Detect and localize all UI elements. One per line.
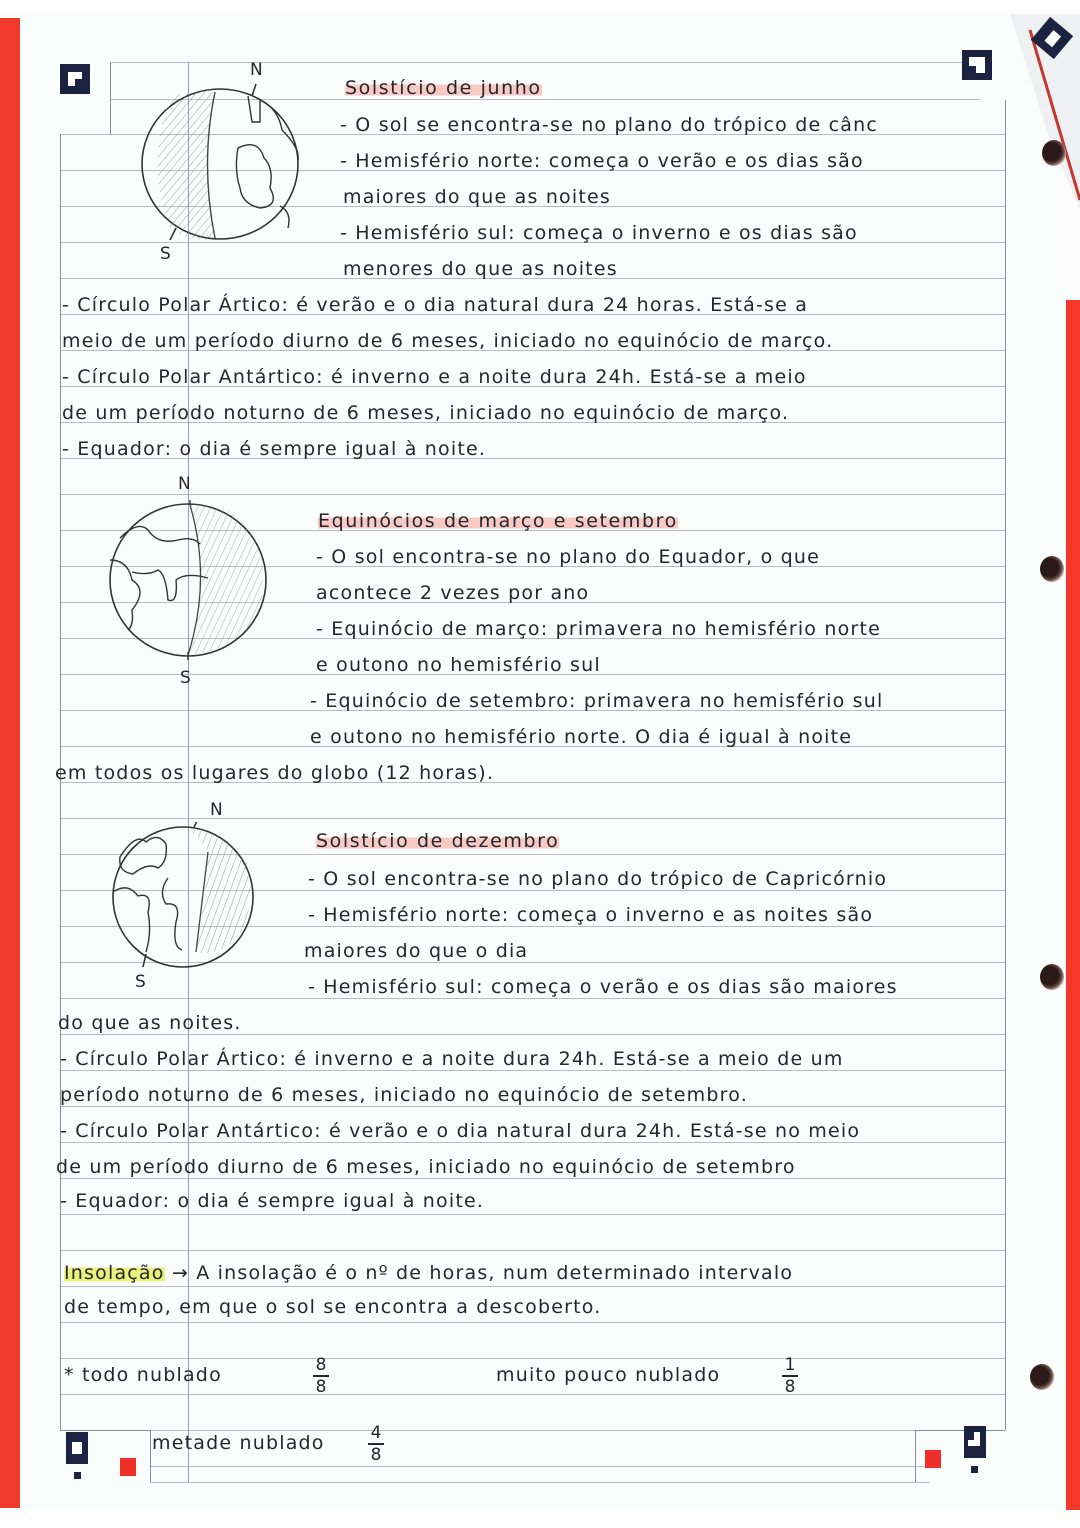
- south-label: S: [160, 244, 171, 264]
- section-title: Equinócios de março e setembro: [318, 510, 678, 532]
- globe-sketch-icon: [108, 500, 278, 660]
- frame-line: [150, 1430, 151, 1482]
- red-square-marker: [925, 1450, 941, 1468]
- text-line: de um período diurno de 6 meses, iniciado no equinócio de setembro: [56, 1156, 796, 1178]
- text-line: menores do que as noites: [343, 258, 618, 280]
- text-line: - Hemisfério sul: começa o verão e os dias são maiores: [308, 976, 898, 998]
- corner-marker-top-left-icon: [60, 64, 90, 94]
- globe-sketch-icon: [130, 78, 310, 248]
- south-label: S: [180, 668, 191, 688]
- text-line: - O sol encontra-se no plano do Equador, o que: [316, 546, 821, 568]
- binder-hole: [1040, 556, 1064, 582]
- north-label: N: [178, 474, 191, 494]
- insolation-term: Insolação: [64, 1262, 165, 1284]
- red-square-marker: [120, 1458, 136, 1476]
- definition-line: de tempo, em que o sol se encontra a descoberto.: [64, 1296, 602, 1318]
- north-label: N: [250, 60, 263, 80]
- frame-line: [110, 62, 111, 134]
- denominator: 8: [370, 1444, 382, 1465]
- binder-hole: [1040, 964, 1064, 990]
- text-line: - Círculo Polar Antártico: é verão e o dia natural dura 24h. Está-se no meio: [60, 1120, 861, 1142]
- south-label: S: [135, 972, 146, 992]
- text-line: maiores do que as noites: [343, 186, 611, 208]
- folded-corner-icon: [1010, 0, 1080, 210]
- definition-text: A insolação é o nº de horas, num determinado intervalo: [196, 1262, 794, 1284]
- cloud-cover-label: * todo nublado: [64, 1364, 222, 1386]
- text-line: - Equador: o dia é sempre igual à noite.: [60, 1190, 485, 1212]
- text-line: maiores do que o dia: [304, 940, 529, 962]
- arrow-icon: →: [171, 1262, 189, 1284]
- text-line: - Círculo Polar Ártico: é verão e o dia natural dura 24 horas. Está-se a: [62, 294, 809, 316]
- marker-dot: [74, 1472, 81, 1479]
- corner-marker-bottom-left-icon: [66, 1432, 88, 1464]
- red-binding-right: [1066, 300, 1080, 1510]
- text-line: - Círculo Polar Ártico: é inverno e a noite dura 24h. Está-se a meio de um: [60, 1048, 844, 1070]
- text-line: - O sol se encontra-se no plano do trópico de cânc: [340, 114, 878, 136]
- numerator: 1: [784, 1355, 796, 1375]
- text-line: acontece 2 vezes por ano: [316, 582, 590, 604]
- text-line: e outono no hemisfério sul: [316, 654, 601, 676]
- text-line: - Hemisfério sul: começa o inverno e os dias são: [340, 222, 858, 244]
- text-line: e outono no hemisfério norte. O dia é igual à noite: [310, 726, 853, 748]
- text-line: do que as noites.: [58, 1012, 242, 1034]
- text-line: de um período noturno de 6 meses, iniciado no equinócio de março.: [62, 402, 790, 424]
- section-title: Solstício de dezembro: [316, 830, 560, 852]
- text-line: - Equinócio de setembro: primavera no hemisfério sul: [310, 690, 884, 712]
- definition-line: [64, 1262, 793, 1284]
- binder-hole: [1030, 1364, 1054, 1390]
- numerator: 4: [370, 1423, 382, 1443]
- text-line: - Hemisfério norte: começa o verão e os dias são: [340, 150, 864, 172]
- marker-dot: [971, 1466, 978, 1473]
- north-label: N: [210, 800, 223, 820]
- bottom-background: [0, 1510, 1080, 1528]
- corner-marker-top-right-icon: [962, 50, 992, 80]
- fraction: [782, 1356, 798, 1396]
- denominator: 8: [784, 1376, 796, 1397]
- numerator: 8: [315, 1355, 327, 1375]
- frame-line: [915, 1430, 1005, 1431]
- top-background: [0, 0, 1080, 14]
- corner-marker-bottom-right-icon: [964, 1426, 986, 1458]
- frame-line: [60, 1430, 150, 1431]
- text-line: meio de um período diurno de 6 meses, iniciado no equinócio de março.: [62, 330, 834, 352]
- text-line: - Equador: o dia é sempre igual à noite.: [62, 438, 487, 460]
- text-line: período noturno de 6 meses, iniciado no equinócio de setembro.: [60, 1084, 748, 1106]
- frame-line: [1005, 100, 1006, 1430]
- denominator: 8: [315, 1376, 327, 1397]
- text-line: - Equinócio de março: primavera no hemisfério norte: [316, 618, 881, 640]
- fraction: [313, 1356, 329, 1396]
- text-line: - O sol encontra-se no plano do trópico de Capricórnio: [308, 868, 888, 890]
- binder-hole: [1042, 140, 1066, 166]
- section-title: Solstício de junho: [345, 77, 542, 99]
- cloud-cover-label: muito pouco nublado: [496, 1364, 721, 1386]
- text-line: - Círculo Polar Antártico: é inverno e a noite dura 24h. Está-se a meio: [62, 366, 807, 388]
- text-line: - Hemisfério norte: começa o inverno e as noites são: [308, 904, 874, 926]
- fraction: [368, 1424, 384, 1464]
- red-binding-left: [0, 18, 20, 1508]
- text-line: em todos os lugares do globo (12 horas).: [55, 762, 495, 784]
- frame-line: [915, 1430, 916, 1482]
- globe-sketch-icon: [108, 822, 268, 972]
- cloud-cover-label: metade nublado: [152, 1432, 325, 1454]
